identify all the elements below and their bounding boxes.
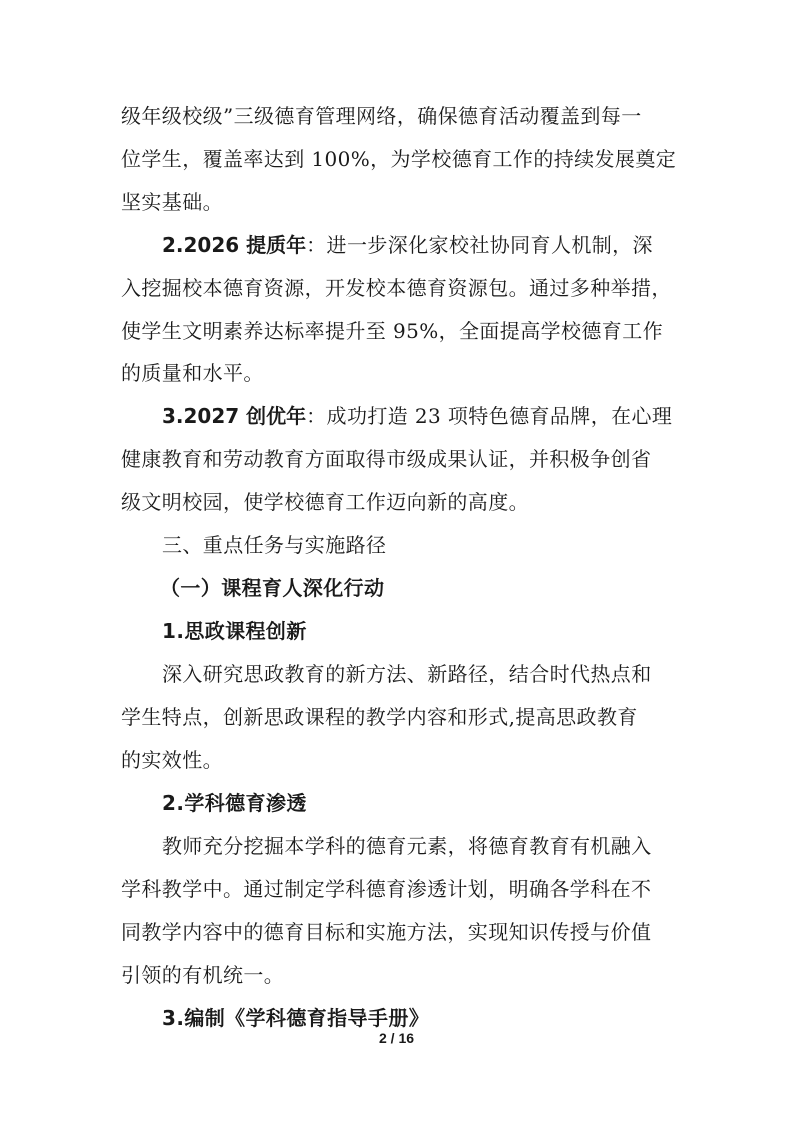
- section-heading: 三、重点任务与实施路径: [162, 533, 387, 557]
- item-heading: 3.编制《学科德育指导手册》: [162, 1006, 430, 1030]
- paragraph-line: 同教学内容中的德育目标和实施方法，实现知识传授与价值: [121, 920, 652, 944]
- goal-label-2026: 2.2026 提质年: [162, 233, 307, 257]
- paragraph-line: 位学生，覆盖率达到 100%，为学校德育工作的持续发展奠定: [121, 147, 677, 171]
- paragraph-text: ：成功打造 23 项特色德育品牌，在心理: [306, 404, 673, 428]
- paragraph-line: 引领的有机统一。: [121, 963, 285, 987]
- paragraph-line: 级年级校级”三级德育管理网络，确保德育活动覆盖到每一: [121, 104, 642, 128]
- paragraph-line: 使学生文明素养达标率提升至 95%，全面提高学校德育工作: [121, 319, 664, 343]
- item-heading: 1.思政课程创新: [162, 619, 307, 643]
- paragraph-line-first: [162, 232, 676, 258]
- paragraph-line: 学科教学中。通过制定学科德育渗透计划，明确各学科在不: [121, 877, 652, 901]
- page-number: 2 / 16: [378, 1030, 415, 1046]
- paragraph-line: 深入研究思政教育的新方法、新路径，结合时代热点和: [162, 662, 652, 686]
- paragraph-line: 健康教育和劳动教育方面取得市级成果认证，并积极争创省: [121, 447, 652, 471]
- paragraph-line: 入挖掘校本德育资源，开发校本德育资源包。通过多种举措，: [121, 276, 672, 300]
- goal-label-2027: 3.2027 创优年: [162, 404, 307, 428]
- paragraph-line: 教师充分挖掘本学科的德育元素，将德育教育有机融入: [162, 834, 652, 858]
- paragraph-text: ：进一步深化家校社协同育人机制，深: [306, 233, 653, 257]
- paragraph-line-first: [162, 403, 676, 429]
- paragraph-line: 的实效性。: [121, 748, 223, 772]
- subsection-heading: （一）课程育人深化行动: [160, 576, 385, 600]
- paragraph-line: 级文明校园，使学校德育工作迈向新的高度。: [121, 490, 529, 514]
- item-heading: 2.学科德育渗透: [162, 791, 307, 815]
- paragraph-line: 的质量和水平。: [121, 361, 264, 385]
- paragraph-line: 学生特点，创新思政课程的教学内容和形式,提高思政教育: [121, 705, 638, 729]
- paragraph-line: 坚实基础。: [121, 190, 223, 214]
